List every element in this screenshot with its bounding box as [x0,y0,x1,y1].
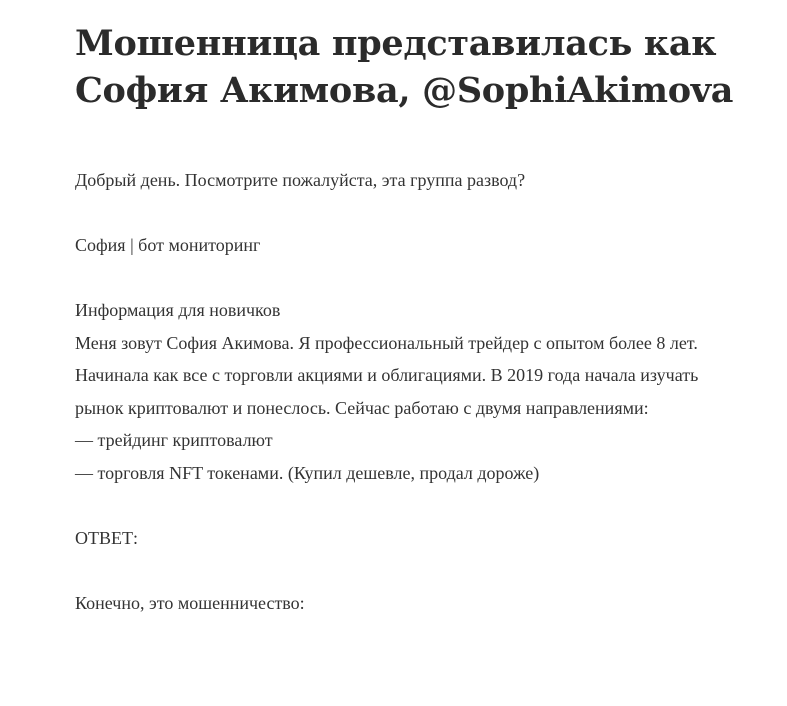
question-paragraph: Добрый день. Посмотрите пожалуйста, эта группа развод? [75,170,526,190]
description-list-item: — торговля NFT токенами. (Купил дешевле, продал дороже) [75,462,540,483]
group-name-paragraph: София | бот мониторинг [75,235,261,255]
description-text: Меня зовут София Акимова. Я профессиональный трейдер с опытом более 8 лет. Начинала как все с торговли акциями и облигациями. В 2019 года начала изучать рынок криптовалют и понеслось. Сейчас работаю с двумя направлениями: [75,332,699,418]
answer-label: ОТВЕТ: [75,527,138,548]
group-description-paragraph [75,294,747,489]
description-list-item: — трейдинг криптовалют [75,430,273,450]
article-body [75,164,747,619]
answer-paragraph: Конечно, это мошенничество: [75,592,305,613]
description-heading: Информация для новичков [75,300,281,320]
article-title: Мошенница представилась как София Акимова, @SophiAkimova [75,23,734,111]
